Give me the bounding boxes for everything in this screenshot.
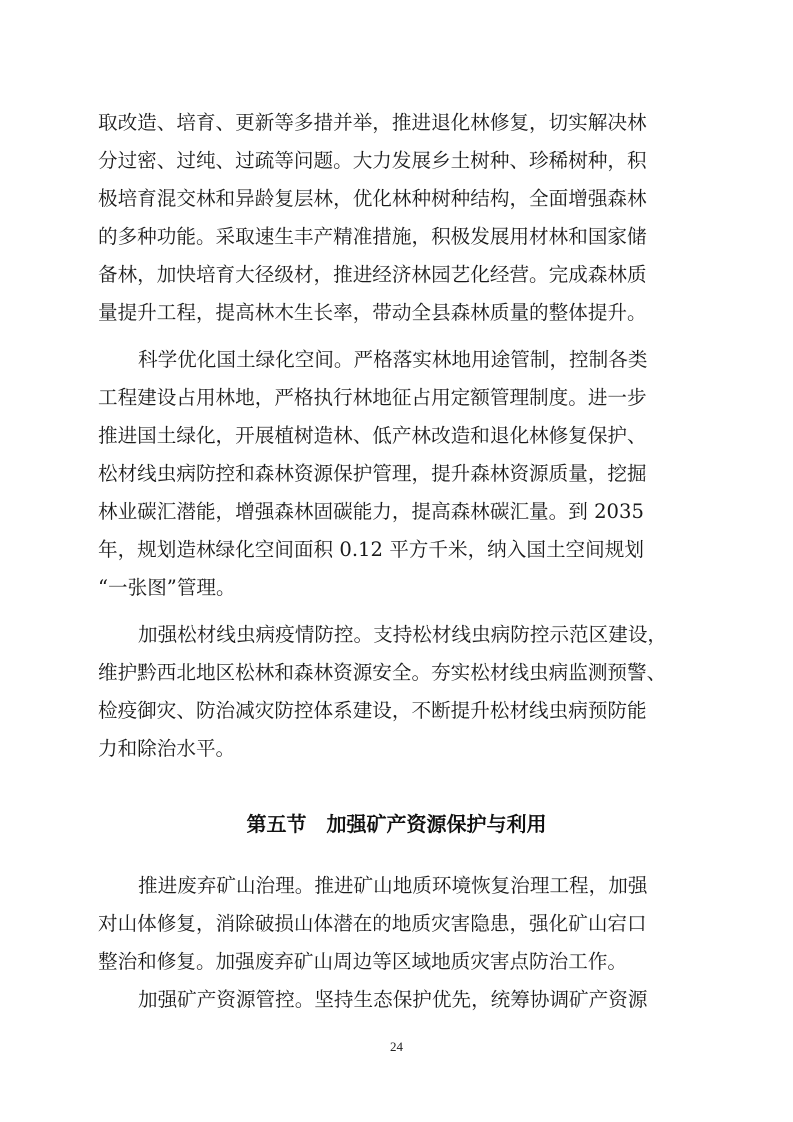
text-line: 松材线虫病防控和森林资源保护管理，提升森林资源质量，挖掘 [98,462,647,485]
text-line: 极培育混交林和异龄复层林，优化林种树种结构，全面增强森林 [98,187,647,210]
text-line: 维护黔西北地区松林和森林资源安全。夯实松材线虫病监测预警、 [98,661,667,684]
text-line: 检疫御灾、防治减灾防控体系建设，不断提升松材线虫病预防能 [98,699,647,722]
text-line: “一张图”管理。 [98,576,236,599]
text-line: 林业碳汇潜能，增强森林固碳能力，提高森林碳汇量。到 2035 [98,500,644,523]
text-line [138,348,647,372]
text-line: 工程建设占用林地，严格执行林地征占用定额管理制度。进一步 [98,386,647,409]
text-line: 年，规划造林绿化空间面积 0.12 平方千米，纳入国土空间规划 [98,538,644,561]
paragraph-lead: 加强松材线虫病疫情防控。 [138,623,374,646]
text-line: 取改造、培育、更新等多措并举，推进退化林修复，切实解决林 [98,111,647,134]
text-line: 对山体修复，消除破损山体潜在的地质灾害隐患，强化矿山宕口 [98,912,647,935]
paragraph-lead: 科学优化国土绿化空间。 [138,348,354,371]
paragraph-text: 坚持生态保护优先，统筹协调矿产资源 [314,988,648,1011]
paragraph-text: 推进矿山地质环境恢复治理工程，加强 [314,874,648,897]
text-line: 力和除治水平。 [98,737,236,760]
text-line: 备林，加快培育大径级材，推进经济林园艺化经营。完成森林质 [98,263,647,286]
paragraph-text: 严格落实林地用途管制，控制各类 [353,348,648,371]
text-line: 分过密、过纯、过疏等问题。大力发展乡土树种、珍稀树种，积 [98,149,647,172]
page-number: 24 [390,1039,403,1054]
section-heading: 第五节 加强矿产资源保护与利用 [246,812,547,836]
text-line: 量提升工程，提高林木生长率，带动全县森林质量的整体提升。 [98,301,647,324]
text-line [138,874,647,898]
text-line: 的多种功能。采取速生丰产精准措施，积极发展用材林和国家储 [98,225,647,248]
text-line: 推进国土绿化，开展植树造林、低产林改造和退化林修复保护、 [98,424,647,447]
paragraph-text: 支持松材线虫病防控示范区建设， [373,623,668,646]
paragraph-lead: 加强矿产资源管控。 [138,988,315,1011]
text-line [138,988,647,1012]
text-line: 整治和修复。加强废弃矿山周边等区域地质灾害点防治工作。 [98,950,628,973]
paragraph-lead: 推进废弃矿山治理。 [138,874,315,897]
text-line [138,623,667,647]
